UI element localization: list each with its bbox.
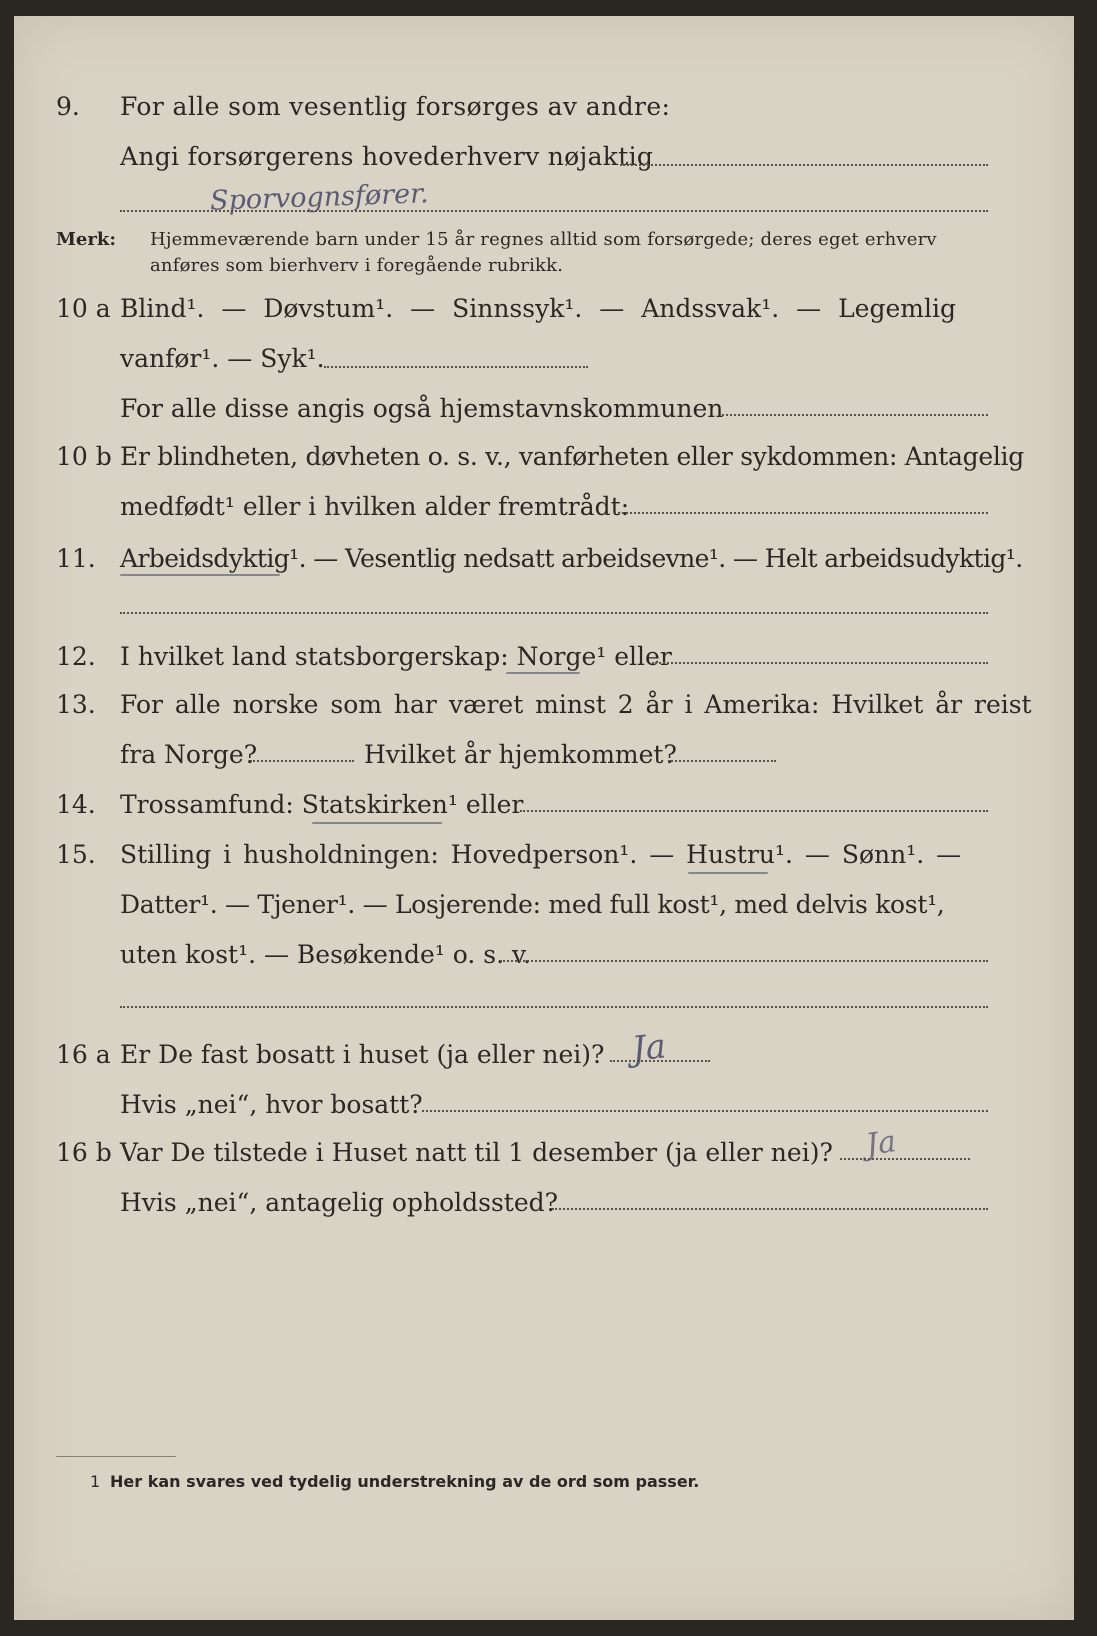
q15-line-2: Datter¹. — Tjener¹. — Losjerende: med full kost¹, med delvis kost¹, xyxy=(120,890,945,919)
q11-line-1: Arbeidsdyktig¹. — Vesentlig nedsatt arbeidsevne¹. — Helt arbeidsudyktig¹. xyxy=(120,544,1023,573)
footnote-rule xyxy=(56,1456,176,1457)
q13-line-2a: fra Norge? xyxy=(120,740,258,769)
q10a-fill-line-1 xyxy=(324,366,588,368)
q10b-number: 10 b xyxy=(56,442,112,471)
q11-fill-line xyxy=(120,612,988,614)
q9-fill-line-1 xyxy=(620,164,988,166)
footnote-text: Her kan svares ved tydelig understrekning av de ord som passer. xyxy=(110,1472,700,1491)
q16b-fill-line-2 xyxy=(552,1208,988,1210)
q12-underline-mark xyxy=(506,672,580,674)
q10a-line-1: Blind¹. — Døvstum¹. — Sinnssyk¹. — Andssvak¹. — Legemlig xyxy=(120,294,956,323)
q15-line-1: Stilling i husholdningen: Hovedperson¹. — Hustru¹. — Sønn¹. — xyxy=(120,840,962,869)
q14-line-1: Trossamfund: Statskirken¹ eller xyxy=(120,790,524,819)
q12-line-1: I hvilket land statsborgerskap: Norge¹ eller xyxy=(120,642,672,671)
footnote-mark: 1 xyxy=(90,1472,101,1491)
census-form-page xyxy=(14,16,1074,1620)
q10b-fill-line xyxy=(618,512,988,514)
q16a-line-1: Er De fast bosatt i huset (ja eller nei)? xyxy=(120,1040,605,1069)
q13-fill-line-1 xyxy=(250,760,354,762)
q12-number: 12. xyxy=(56,642,96,671)
q10a-number: 10 a xyxy=(56,294,111,323)
q12-fill-line xyxy=(652,662,988,664)
q9-fill-line-2 xyxy=(120,210,988,212)
q15-fill-line-2 xyxy=(120,1006,988,1008)
q14-underline-mark xyxy=(312,822,442,824)
q10b-line-1: Er blindheten, døvheten o. s. v., vanførheten eller sykdommen: Antagelig xyxy=(120,442,1024,471)
q9-line-1: For alle som vesentlig forsørges av andre: xyxy=(120,92,671,121)
q16a-number: 16 a xyxy=(56,1040,111,1069)
q13-line-1: For alle norske som har været minst 2 år i Amerika: Hvilket år reist xyxy=(120,690,1032,719)
q10a-fill-line-2 xyxy=(722,414,988,416)
q16b-fill-line-1 xyxy=(840,1158,970,1160)
q11-underline-mark xyxy=(120,574,280,576)
q11-number: 11. xyxy=(56,544,96,573)
q9-line-2: Angi forsørgerens hovederhverv nøjaktig xyxy=(120,142,654,171)
q15-number: 15. xyxy=(56,840,96,869)
q16a-fill-line-1 xyxy=(610,1060,710,1062)
q16a-line-2: Hvis „nei“, hvor bosatt? xyxy=(120,1090,423,1119)
note-line-1: Hjemmeværende barn under 15 år regnes alltid som forsørgede; deres eget erhverv xyxy=(150,229,937,250)
q10a-line-3: For alle disse angis også hjemstavnskommunen xyxy=(120,394,724,423)
q9-number: 9. xyxy=(56,92,80,121)
note-line-2: anføres som bierhverv i foregående rubrikk. xyxy=(150,255,564,276)
note-label: Merk: xyxy=(56,229,116,250)
q16a-fill-line-2 xyxy=(422,1110,988,1112)
q13-number: 13. xyxy=(56,690,96,719)
q15-fill-line-1 xyxy=(500,960,988,962)
q13-fill-line-2 xyxy=(668,760,776,762)
q14-fill-line xyxy=(520,810,988,812)
q13-line-2b: Hvilket år hjemkommet? xyxy=(364,740,677,769)
q16a-handwritten-answer: Ja xyxy=(630,1026,668,1070)
q10a-line-2: vanfør¹. — Syk¹. xyxy=(120,344,325,373)
q15-line-3: uten kost¹. — Besøkende¹ o. s. v. xyxy=(120,940,532,969)
q16b-number: 16 b xyxy=(56,1138,112,1167)
q16b-line-1: Var De tilstede i Huset natt til 1 desember (ja eller nei)? xyxy=(120,1138,833,1167)
q10b-line-2: medfødt¹ eller i hvilken alder fremtrådt: xyxy=(120,492,630,521)
q16b-line-2: Hvis „nei“, antagelig opholdssted? xyxy=(120,1188,559,1217)
q9-handwritten-answer: Sporvognsfører. xyxy=(209,178,430,217)
q15-underline-mark xyxy=(688,872,768,874)
q16b-handwritten-answer: Ja xyxy=(863,1124,899,1163)
q14-number: 14. xyxy=(56,790,96,819)
